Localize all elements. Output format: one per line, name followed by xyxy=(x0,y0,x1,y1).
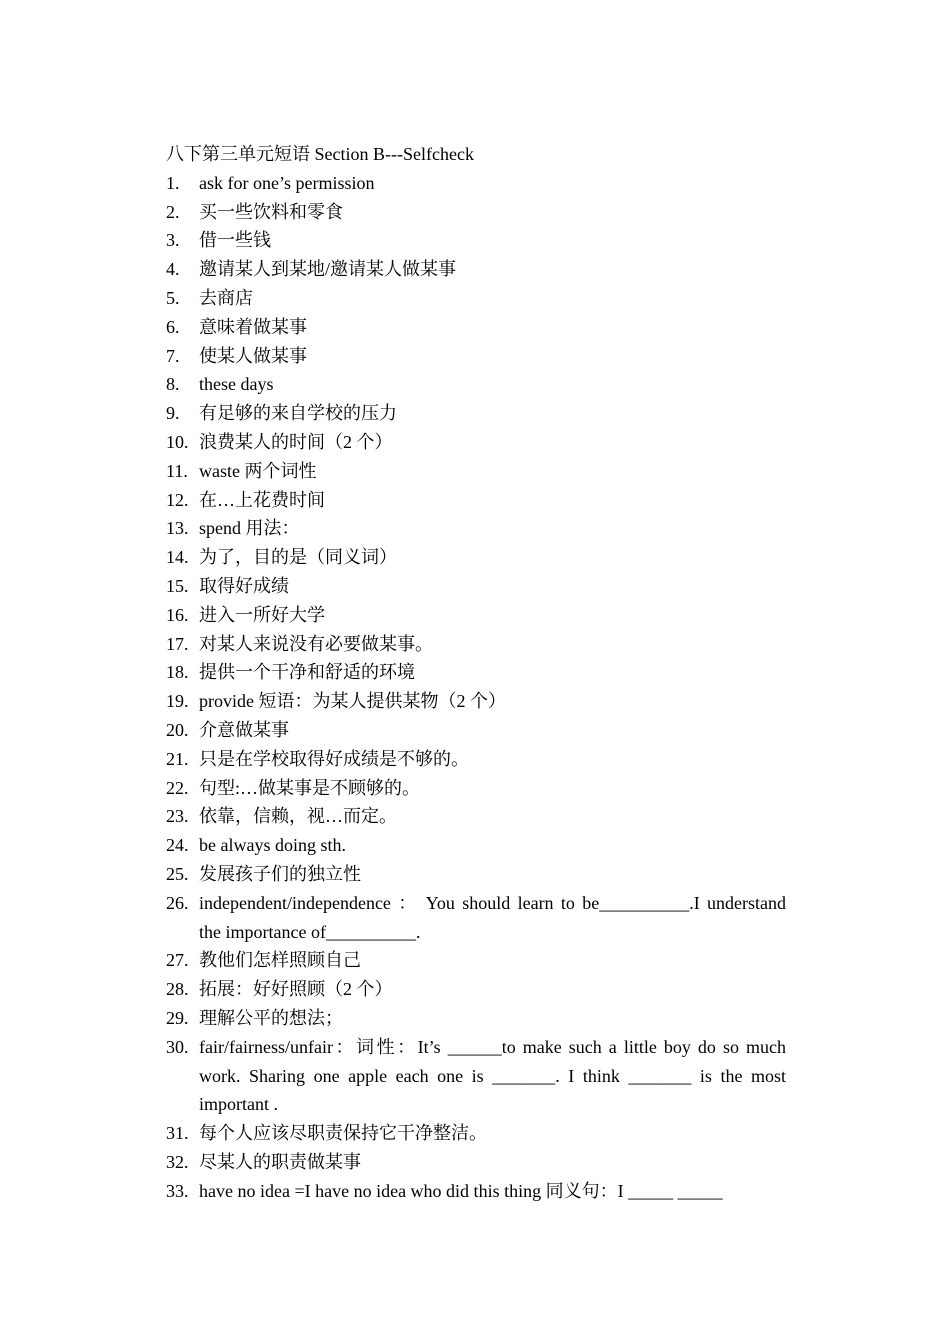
item-number: 29. xyxy=(166,1007,189,1028)
item-number: 27. xyxy=(166,950,189,971)
list-item xyxy=(166,342,786,371)
item-number: 20. xyxy=(166,719,189,740)
list-item xyxy=(166,860,786,889)
list-item xyxy=(166,226,786,255)
item-text: 买一些饮料和零食 xyxy=(199,201,343,222)
list-item xyxy=(166,1033,786,1119)
item-number: 23. xyxy=(166,806,189,827)
item-text: these days xyxy=(199,374,274,395)
list-item xyxy=(166,889,786,947)
list-item xyxy=(166,1148,786,1177)
item-text: 发展孩子们的独立性 xyxy=(199,863,361,884)
list-item xyxy=(166,457,786,486)
list-item xyxy=(166,1004,786,1033)
item-text: 尽某人的职责做某事 xyxy=(199,1151,361,1172)
item-number: 21. xyxy=(166,748,189,769)
item-text: 进入一所好大学 xyxy=(199,604,325,625)
list-item xyxy=(166,486,786,515)
item-text: 教他们怎样照顾自己 xyxy=(199,950,361,971)
item-number: 25. xyxy=(166,863,189,884)
item-text: 为了，目的是（同义词） xyxy=(199,547,397,568)
list-item xyxy=(166,313,786,342)
item-number: 11. xyxy=(166,460,188,481)
item-number: 2. xyxy=(166,201,180,222)
item-number: 31. xyxy=(166,1123,189,1144)
list-item xyxy=(166,831,786,860)
item-number: 3. xyxy=(166,230,180,251)
item-text: 意味着做某事 xyxy=(199,316,307,337)
item-number: 30. xyxy=(166,1036,189,1057)
list-item xyxy=(166,601,786,630)
item-text: 拓展：好好照顾（2 个） xyxy=(199,979,393,1000)
list-item xyxy=(166,630,786,659)
item-text: 使某人做某事 xyxy=(199,345,307,366)
list-item xyxy=(166,1119,786,1148)
item-text: 在…上花费时间 xyxy=(199,489,325,510)
item-text: 借一些钱 xyxy=(199,230,271,251)
item-number: 32. xyxy=(166,1151,189,1172)
item-text: 邀请某人到某地/邀请某人做某事 xyxy=(199,259,456,280)
item-text: 有足够的来自学校的压力 xyxy=(199,403,397,424)
item-number: 8. xyxy=(166,374,180,395)
list-item xyxy=(166,255,786,284)
item-text: 依靠，信赖，视…而定。 xyxy=(199,806,397,827)
item-text: provide 短语：为某人提供某物（2 个） xyxy=(199,691,506,712)
item-text: fair/fairness/unfair：词性：It’s ______to make such a little boy do so much work. Sharing one apple each one is _______. I think _______ is the most important . xyxy=(199,1036,786,1115)
item-number: 17. xyxy=(166,633,189,654)
item-number: 10. xyxy=(166,431,189,452)
item-text: 理解公平的想法； xyxy=(199,1007,343,1028)
item-number: 14. xyxy=(166,547,189,568)
item-number: 16. xyxy=(166,604,189,625)
item-text: 介意做某事 xyxy=(199,719,289,740)
list-item xyxy=(166,687,786,716)
item-number: 24. xyxy=(166,835,189,856)
item-text: 取得好成绩 xyxy=(199,575,289,596)
item-number: 22. xyxy=(166,777,189,798)
item-number: 7. xyxy=(166,345,180,366)
list-item xyxy=(166,802,786,831)
document-title: 八下第三单元短语 Section B---Selfcheck xyxy=(166,144,474,164)
list-item xyxy=(166,745,786,774)
item-number: 5. xyxy=(166,287,180,308)
item-text: 每个人应该尽职责保持它干净整洁。 xyxy=(199,1123,487,1144)
item-text: 浪费某人的时间（2 个） xyxy=(199,431,393,452)
item-text: 去商店 xyxy=(199,287,253,308)
item-number: 12. xyxy=(166,489,189,510)
phrase-list xyxy=(166,169,786,1206)
item-number: 33. xyxy=(166,1180,189,1201)
item-text: 句型:…做某事是不顾够的。 xyxy=(199,777,420,798)
item-text: waste 两个词性 xyxy=(199,460,317,481)
item-text: be always doing sth. xyxy=(199,835,346,856)
list-item xyxy=(166,399,786,428)
list-item xyxy=(166,774,786,803)
list-item xyxy=(166,428,786,457)
item-number: 18. xyxy=(166,662,189,683)
item-text: independent/independence ： You should learn to be__________.I understand the importance of__________. xyxy=(199,892,786,942)
item-text: 只是在学校取得好成绩是不够的。 xyxy=(199,748,469,769)
item-number: 28. xyxy=(166,979,189,1000)
item-number: 4. xyxy=(166,259,180,280)
list-item xyxy=(166,169,786,198)
list-item xyxy=(166,198,786,227)
item-text: 提供一个干净和舒适的环境 xyxy=(199,662,415,683)
item-number: 26. xyxy=(166,892,189,913)
item-text: ask for one’s permission xyxy=(199,172,375,193)
item-text: have no idea =I have no idea who did this thing 同义句：I _____ _____ xyxy=(199,1180,723,1201)
document-content xyxy=(166,140,786,1205)
item-number: 1. xyxy=(166,172,180,193)
item-number: 15. xyxy=(166,575,189,596)
list-item xyxy=(166,658,786,687)
list-item xyxy=(166,572,786,601)
item-number: 13. xyxy=(166,518,189,539)
list-item xyxy=(166,543,786,572)
list-item xyxy=(166,284,786,313)
list-item xyxy=(166,716,786,745)
item-number: 19. xyxy=(166,691,189,712)
list-item xyxy=(166,370,786,399)
list-item xyxy=(166,946,786,975)
item-number: 9. xyxy=(166,403,180,424)
item-text: 对某人来说没有必要做某事。 xyxy=(199,633,433,654)
list-item xyxy=(166,975,786,1004)
list-item xyxy=(166,514,786,543)
list-item xyxy=(166,1177,786,1206)
item-number: 6. xyxy=(166,316,180,337)
item-text: spend 用法： xyxy=(199,518,300,539)
